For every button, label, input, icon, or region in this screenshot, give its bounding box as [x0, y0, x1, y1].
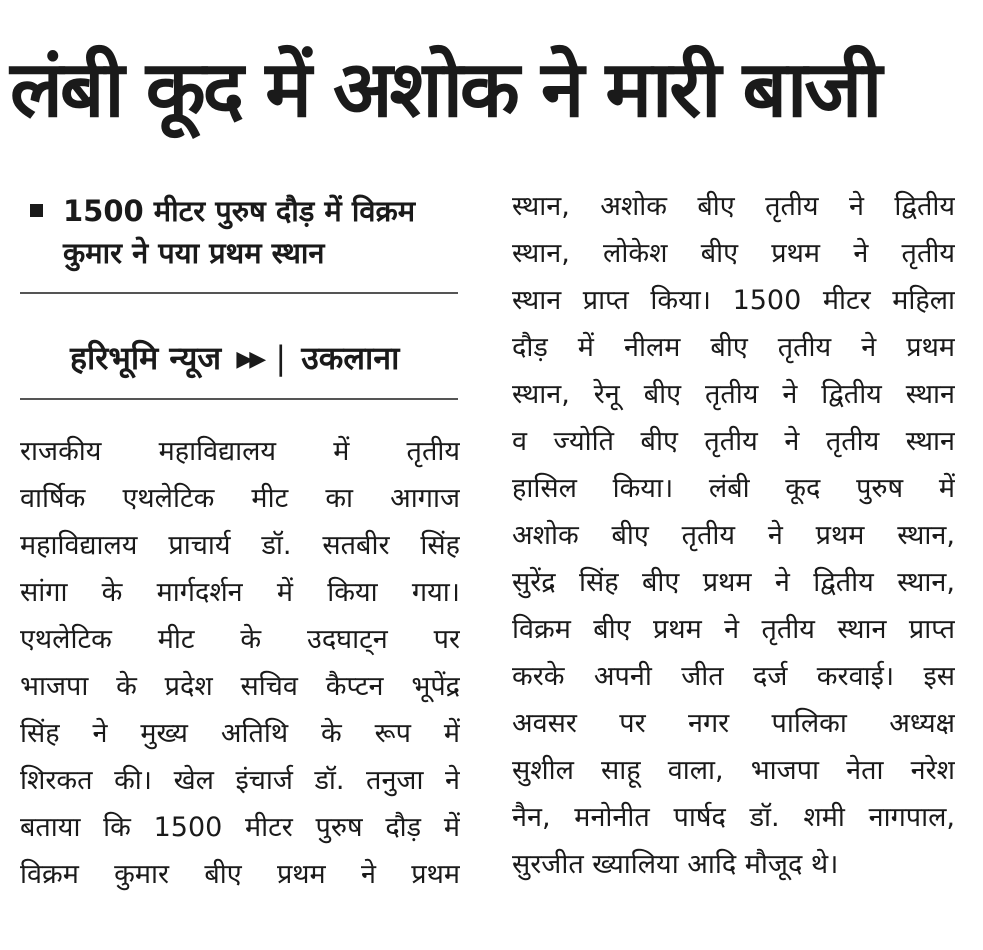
text-line: सांगा के मार्गदर्शन में किया गया। — [20, 577, 460, 608]
text-line: सुरेंद्र सिंह बीए प्रथम ने द्वितीय स्थान, — [512, 567, 955, 598]
article-column-left — [20, 428, 460, 898]
text-line: करके अपनी जीत दर्ज करवाई। इस — [512, 661, 955, 692]
divider-top — [20, 292, 458, 294]
byline-separator: | — [275, 339, 287, 377]
text-line: दौड़ में नीलम बीए तृतीय ने प्रथम — [512, 332, 955, 363]
text-line: सिंह ने मुख्य अतिथि के रूप में — [20, 718, 460, 749]
byline-source: हरिभूमि न्यूज — [70, 339, 222, 377]
divider-bottom — [20, 398, 458, 400]
text-line: वार्षिक एथलेटिक मीट का आगाज — [20, 483, 460, 514]
text-line: स्थान, लोकेश बीए प्रथम ने तृतीय — [512, 238, 955, 269]
text-line: स्थान, अशोक बीए तृतीय ने द्वितीय — [512, 191, 955, 222]
text-line: विक्रम कुमार बीए प्रथम ने प्रथम — [20, 859, 460, 890]
text-line: भाजपा के प्रदेश सचिव कैप्टन भूपेंद्र — [20, 671, 460, 702]
text-line: अवसर पर नगर पालिका अध्यक्ष — [512, 708, 955, 739]
subheadline: 1500 मीटर पुरुष दौड़ में विक्रम कुमार ने पया प्रथम स्थान — [63, 194, 416, 270]
text-line: शिरकत की। खेल इंचार्ज डॉ. तनुजा ने — [20, 765, 460, 796]
text-line: सुरजीत ख्यालिया आदि मौजूद थे। — [512, 849, 839, 880]
text-line: अशोक बीए तृतीय ने प्रथम स्थान, — [512, 520, 955, 551]
byline-location: उकलाना — [301, 339, 400, 377]
subheadline-block — [30, 190, 460, 274]
text-line: स्थान, रेनू बीए तृतीय ने द्वितीय स्थान — [512, 379, 955, 410]
article-column-right — [512, 183, 955, 888]
text-line: महाविद्यालय प्राचार्य डॉ. सतबीर सिंह — [20, 530, 460, 561]
byline-arrows-icon: ▶▶ — [236, 347, 263, 372]
bullet-square-icon — [30, 204, 43, 217]
headline: लंबी कूद में अशोक ने मारी बाजी — [10, 45, 880, 135]
text-line: व ज्योति बीए तृतीय ने तृतीय स्थान — [512, 426, 955, 457]
byline — [70, 338, 399, 380]
text-line: राजकीय महाविद्यालय में तृतीय — [20, 436, 460, 467]
text-line: स्थान प्राप्त किया। 1500 मीटर महिला — [512, 285, 955, 316]
text-line: सुशील साहू वाला, भाजपा नेता नरेश — [512, 755, 955, 786]
text-line: नैन, मनोनीत पार्षद डॉ. शमी नागपाल, — [512, 802, 955, 833]
text-line: बताया कि 1500 मीटर पुरुष दौड़ में — [20, 812, 460, 843]
text-line: हासिल किया। लंबी कूद पुरुष में — [512, 473, 955, 504]
text-line: एथलेटिक मीट के उदघाट्न पर — [20, 624, 460, 655]
text-line: विक्रम बीए प्रथम ने तृतीय स्थान प्राप्त — [512, 614, 955, 645]
